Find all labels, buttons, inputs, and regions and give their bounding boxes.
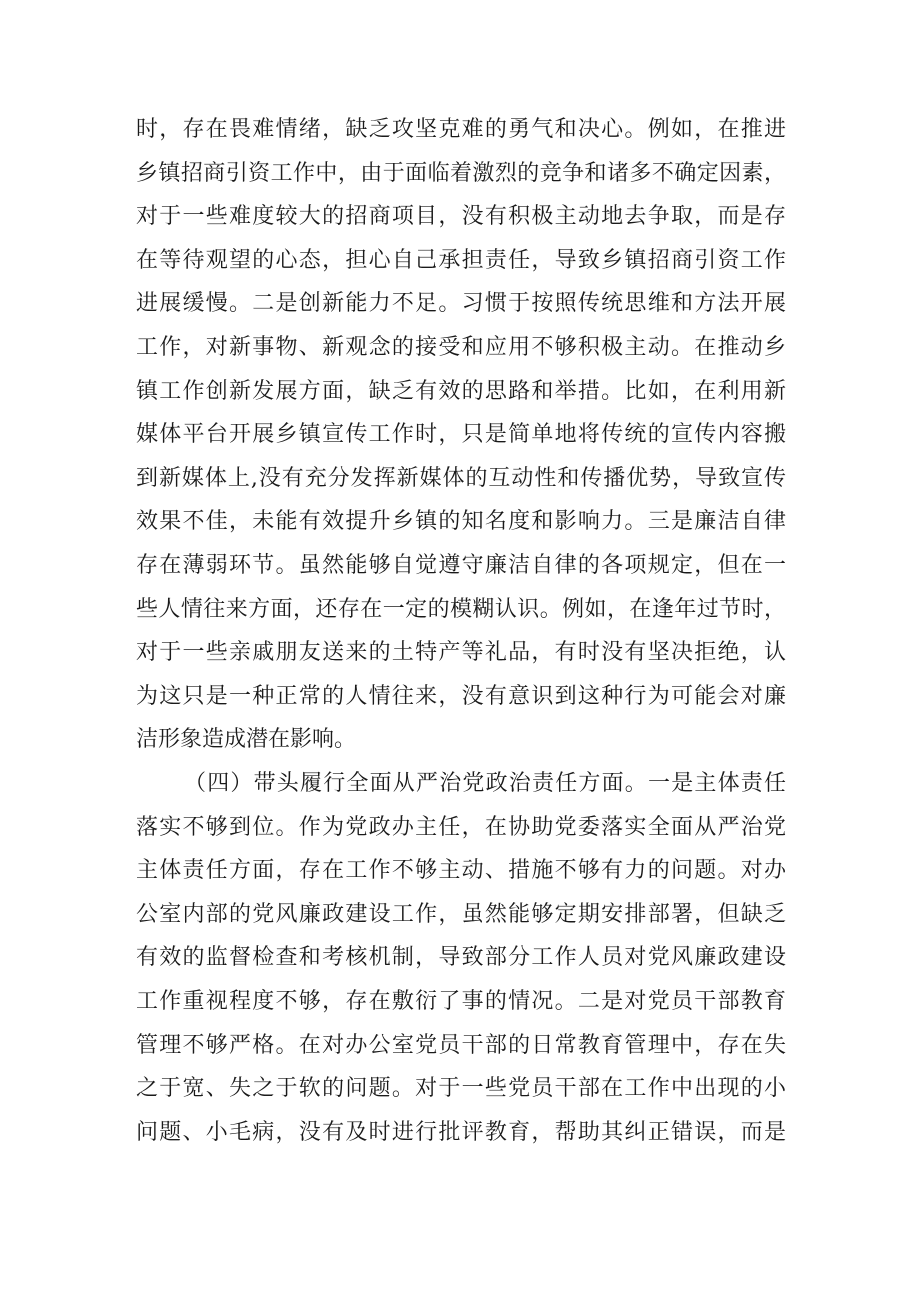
text-line: 问题、小毛病，没有及时进行批评教育，帮助其纠正错误，而是 (136, 1119, 786, 1145)
text-line: 对于一些亲戚朋友送来的土特产等礼品，有时没有坚决拒绝，认 (136, 640, 786, 666)
text-line: 有效的监督检查和考核机制，导致部分工作人员对党风廉政建设 (136, 945, 786, 971)
text-line: 落实不够到位。作为党政办主任，在协助党委落实全面从严治党 (136, 814, 786, 840)
text-line: 为这只是一种正常的人情往来，没有意识到这种行为可能会对廉 (136, 683, 786, 709)
text-line: 管理不够严格。在对办公室党员干部的日常教育管理中，存在失 (136, 1032, 786, 1058)
text-line: 时，存在畏难情绪，缺乏攻坚克难的勇气和决心。例如，在推进 (136, 117, 786, 142)
text-line: 洁形象造成潜在影响。 (136, 727, 357, 753)
text-line: 对于一些难度较大的招商项目，没有积极主动地去争取，而是存 (136, 204, 786, 230)
text-line: 工作重视程度不够，存在敷衍了事的情况。二是对党员干部教育 (136, 989, 786, 1014)
text-line: 些人情往来方面，还存在一定的模糊认识。例如，在逢年过节时， (136, 596, 786, 622)
text-line: 乡镇招商引资工作中，由于面临着激烈的竞争和诸多不确定因素， (136, 160, 786, 186)
section-heading-line: （四）带头履行全面从严治党政治责任方面。一是主体责任 (184, 771, 786, 796)
text-line: 进展缓慢。二是创新能力不足。习惯于按照传统思维和方法开展 (136, 291, 786, 317)
text-line: 在等待观望的心态，担心自己承担责任，导致乡镇招商引资工作 (136, 247, 786, 273)
text-line: 效果不佳，未能有效提升乡镇的知名度和影响力。三是廉洁自律 (136, 509, 786, 535)
text-line: 媒体平台开展乡镇宣传工作时，只是简单地将传统的宣传内容搬 (136, 422, 786, 448)
text-line: 到新媒体上,没有充分发挥新媒体的互动性和传播优势，导致宣传 (136, 465, 786, 491)
text-line: 之于宽、失之于软的问题。对于一些党员干部在工作中出现的小 (136, 1076, 786, 1102)
text-line: 工作，对新事物、新观念的接受和应用不够积极主动。在推动乡 (136, 335, 786, 360)
text-line: 存在薄弱环节。虽然能够自觉遵守廉洁自律的各项规定，但在一 (136, 553, 786, 578)
text-line: 镇工作创新发展方面，缺乏有效的思路和举措。比如，在利用新 (136, 378, 786, 404)
text-line: 主体责任方面，存在工作不够主动、措施不够有力的问题。对办 (136, 858, 786, 884)
text-line: 公室内部的党风廉政建设工作，虽然能够定期安排部署，但缺乏 (136, 901, 786, 927)
